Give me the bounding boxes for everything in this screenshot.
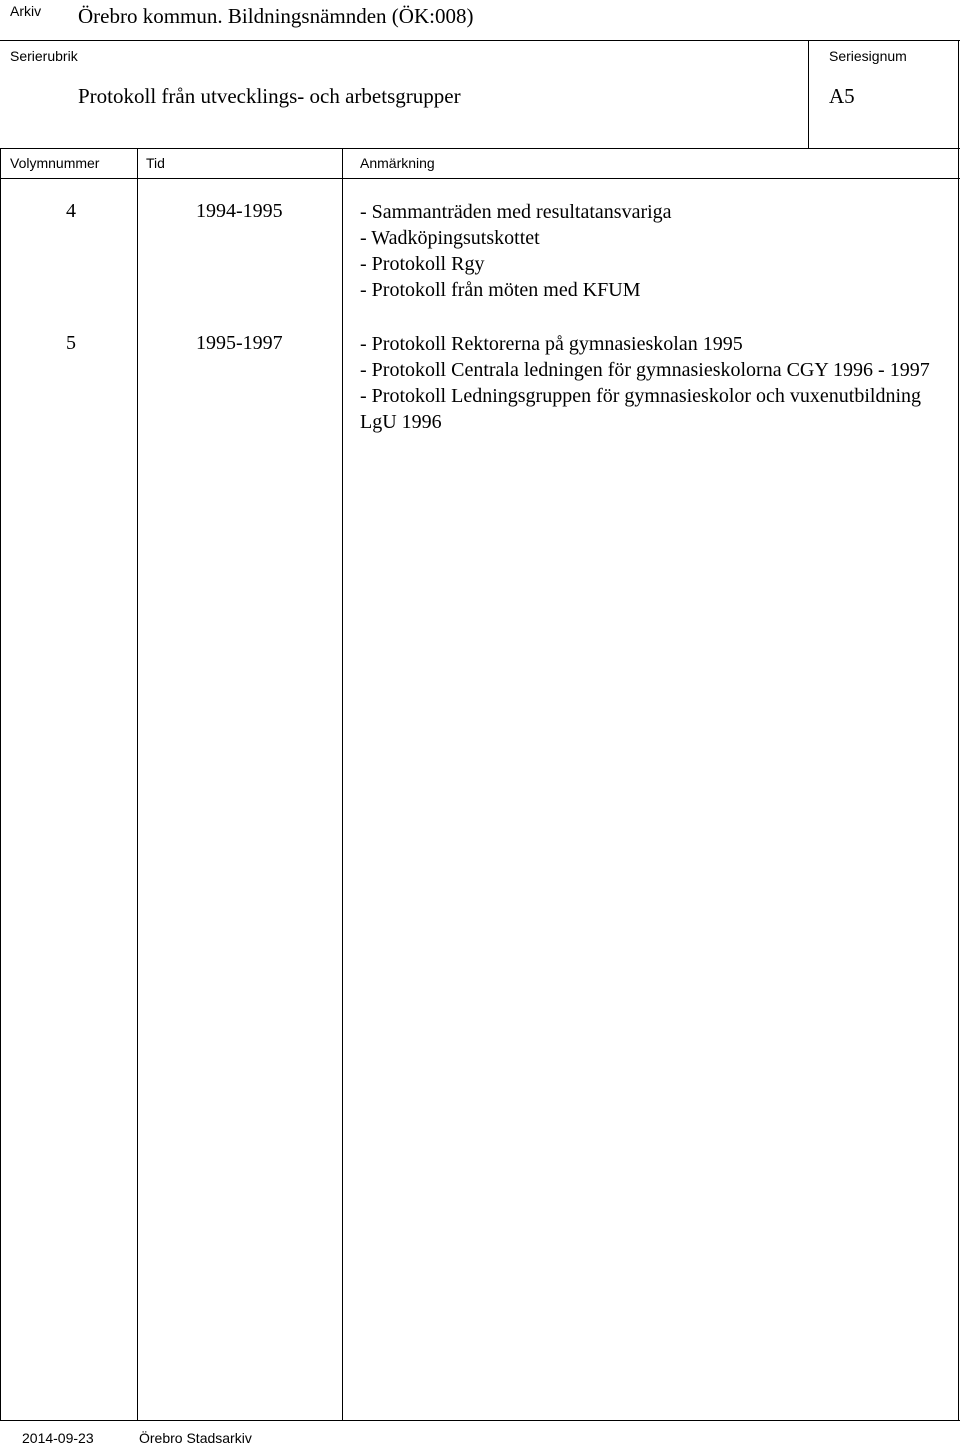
row-1-remarks (360, 199, 950, 303)
archive-name: Örebro kommun. Bildningsnämnden (ÖK:008) (78, 4, 474, 28)
row-1-volume: 4 (66, 200, 76, 222)
columns-bottom-rule (0, 178, 960, 179)
series-heading: Protokoll från utvecklings- och arbetsgrupper (78, 84, 461, 108)
table-bottom-rule (0, 1420, 960, 1421)
table-left-border (0, 148, 1, 1421)
row-2-volume: 5 (66, 332, 76, 354)
column-header-time: Tid (146, 155, 165, 171)
column-divider-time-remark (342, 148, 343, 1421)
header-top-rule (0, 40, 960, 41)
series-heading-label: Serierubrik (10, 48, 78, 64)
row-2-time: 1995-1997 (196, 332, 283, 354)
row-1-remark: - Wadköpingsutskottet (360, 227, 540, 249)
row-2-remark: - Protokoll Rektorerna på gymnasieskolan 1995 (360, 333, 743, 355)
archive-label: Arkiv (10, 3, 42, 19)
row-1-remark: - Sammanträden med resultatansvariga (360, 201, 672, 223)
row-1-time: 1994-1995 (196, 200, 283, 222)
series-signum-label: Seriesignum (829, 48, 907, 64)
column-header-remark: Anmärkning (360, 155, 435, 171)
signum-divider (808, 40, 809, 148)
row-2-remark: - Protokoll Centrala ledningen för gymnasieskolorna CGY 1996 - 1997 (360, 359, 930, 381)
row-1-remark: - Protokoll Rgy (360, 253, 485, 275)
footer-archive: Örebro Stadsarkiv (139, 1430, 252, 1446)
column-divider-volume-time (137, 148, 138, 1421)
columns-top-rule (0, 148, 960, 149)
series-signum: A5 (829, 84, 855, 108)
header-right-border (958, 40, 959, 148)
column-header-volume: Volymnummer (10, 155, 100, 171)
footer-date: 2014-09-23 (22, 1430, 94, 1446)
row-1-remark: - Protokoll från möten med KFUM (360, 279, 641, 301)
row-2-remark: - Protokoll Ledningsgruppen för gymnasieskolor och vuxenutbildning LgU 1996 (360, 385, 922, 433)
row-2-remarks (360, 331, 950, 435)
table-right-border (958, 148, 959, 1421)
